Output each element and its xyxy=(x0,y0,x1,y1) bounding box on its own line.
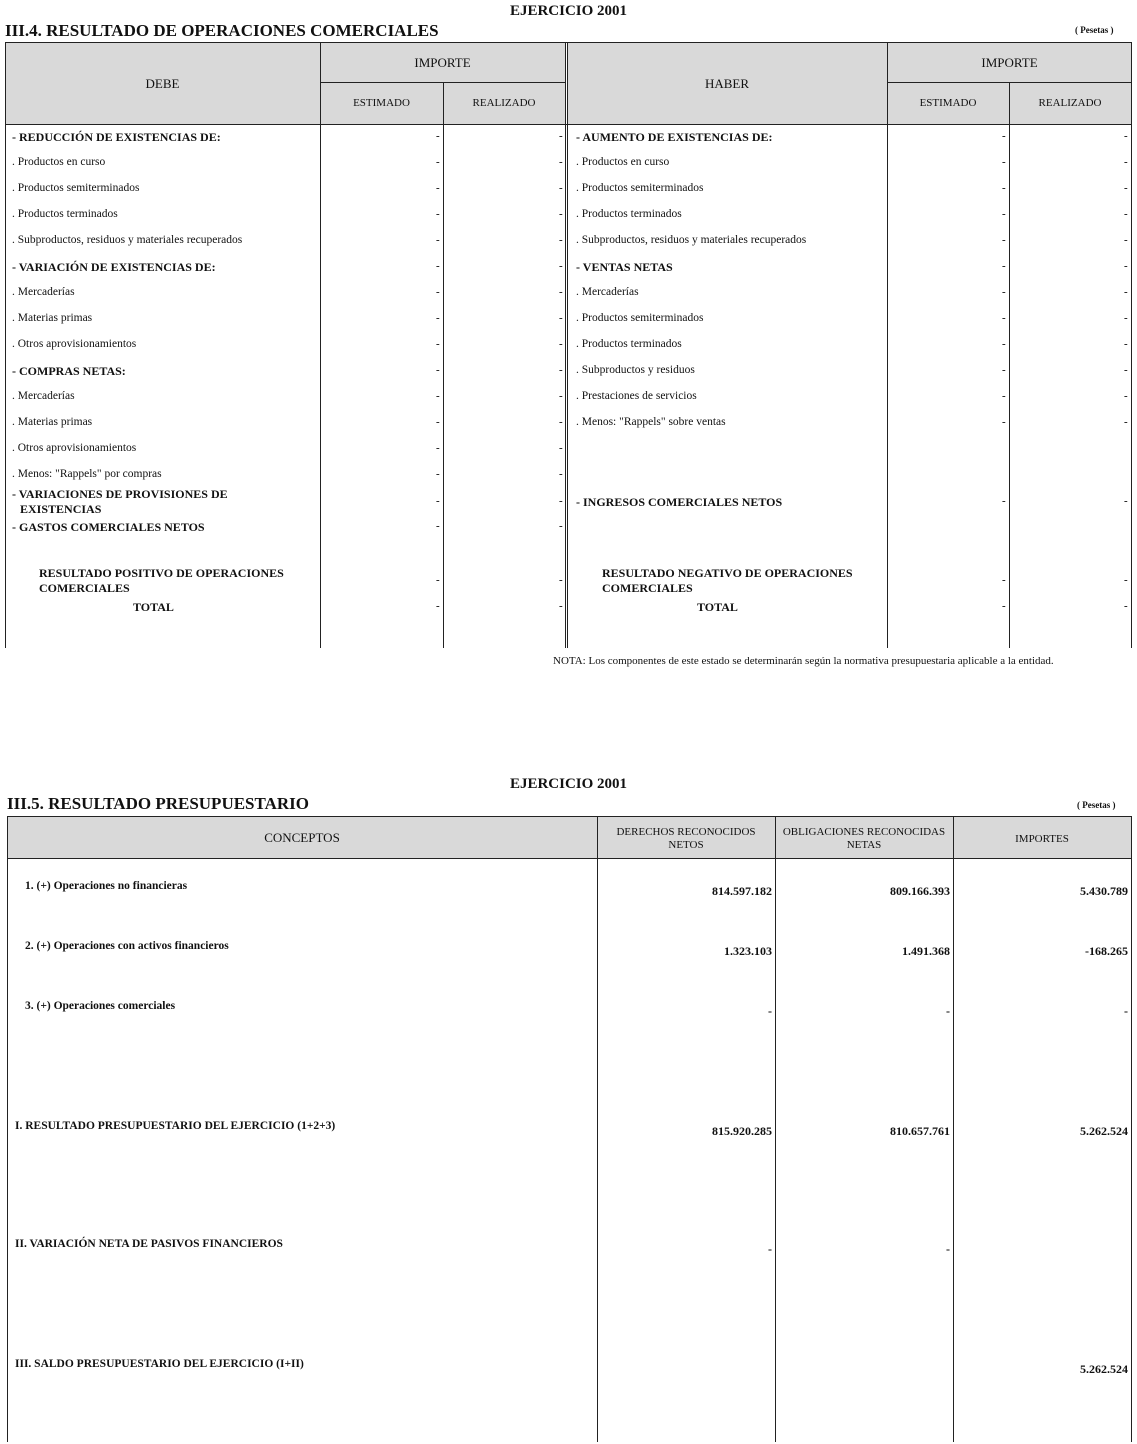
t2-header-obligaciones-2: NETAS xyxy=(846,839,882,851)
haber-row-realizado: - xyxy=(1124,390,1128,402)
t2-header-importes: IMPORTES xyxy=(1015,833,1069,845)
haber-row-label: . Productos semiterminados xyxy=(576,312,704,324)
debe-row-label: . Productos terminados xyxy=(12,208,118,220)
t1-header-importe-left: IMPORTE xyxy=(414,55,471,70)
haber-row-label: - VENTAS NETAS xyxy=(576,260,673,274)
haber-resultado-est: - xyxy=(1002,574,1006,586)
debe-row-label: . Otros aprovisionamientos xyxy=(12,442,137,454)
debe-variaciones-est: - xyxy=(436,495,440,507)
debe-row-realizado: - xyxy=(559,338,563,350)
t2-vline-3 xyxy=(953,816,954,1442)
debe-row-label: . Materias primas xyxy=(12,416,93,428)
haber-ingresos-real: - xyxy=(1124,495,1128,507)
haber-row-label: . Menos: "Rappels" sobre ventas xyxy=(576,416,726,428)
debe-resultado-real: - xyxy=(559,574,563,586)
haber-row-realizado: - xyxy=(1124,130,1128,142)
debe-row-estimado: - xyxy=(436,286,440,298)
t2-row-importe: 5.430.789 xyxy=(1080,884,1128,898)
t1-vline-0 xyxy=(5,42,6,648)
t1-vline-7 xyxy=(1131,42,1132,648)
haber-row-estimado: - xyxy=(1002,234,1006,246)
t2-row-label: 3. (+) Operaciones comerciales xyxy=(25,1000,176,1012)
debe-gastos-real: - xyxy=(559,520,563,532)
debe-row-estimado: - xyxy=(436,390,440,402)
debe-row-estimado: - xyxy=(436,260,440,272)
haber-row-realizado: - xyxy=(1124,338,1128,350)
t2-row-importe: 5.262.524 xyxy=(1080,1362,1128,1376)
debe-row-label: . Subproductos, residuos y materiales recuperados xyxy=(12,234,243,246)
t2-vline-2 xyxy=(775,816,776,1442)
haber-row-label: . Subproductos, residuos y materiales recuperados xyxy=(576,234,807,246)
haber-total-real: - xyxy=(1124,600,1128,612)
t1-header-haber: HABER xyxy=(704,76,750,91)
debe-row-label: . Mercaderías xyxy=(12,286,75,298)
t2-row-derechos: - xyxy=(768,1242,772,1256)
debe-row-label: . Productos semiterminados xyxy=(12,182,140,194)
debe-row-label: . Mercaderías xyxy=(12,390,75,402)
haber-row-label: - AUMENTO DE EXISTENCIAS DE: xyxy=(576,130,773,144)
t1-nota: NOTA: Los componentes de este estado se determinarán según la normativa presupuestaria aplicable a la entidad. xyxy=(553,655,1054,667)
t1-vline-2 xyxy=(443,82,444,648)
debe-row-realizado: - xyxy=(559,130,563,142)
haber-row-estimado: - xyxy=(1002,156,1006,168)
t2-row-obligaciones: - xyxy=(946,1242,950,1256)
t1-header-realizado-right: REALIZADO xyxy=(1038,97,1102,109)
t1-vline-6 xyxy=(1009,82,1010,648)
haber-row-estimado: - xyxy=(1002,260,1006,272)
t2-row-importe: - xyxy=(1124,1004,1128,1018)
t1-header-estimado-right: ESTIMADO xyxy=(919,97,977,109)
t2-row-label: I. RESULTADO PRESUPUESTARIO DEL EJERCICIO (1+2+3) xyxy=(15,1120,336,1132)
debe-row-realizado: - xyxy=(559,260,563,272)
haber-row-realizado: - xyxy=(1124,234,1128,246)
t1-vline-1 xyxy=(320,42,321,648)
t2-row-obligaciones: 1.491.368 xyxy=(902,944,950,958)
t1-header-debe: DEBE xyxy=(145,76,180,91)
t1-header-estimado-left: ESTIMADO xyxy=(353,97,410,109)
haber-row-label: . Prestaciones de servicios xyxy=(576,390,697,402)
debe-row-label: . Menos: "Rappels" por compras xyxy=(12,468,162,480)
t2-row-label: II. VARIACIÓN NETA DE PASIVOS FINANCIEROS xyxy=(15,1238,283,1250)
t2-header-obligaciones-1: OBLIGACIONES RECONOCIDAS xyxy=(782,826,946,838)
t2-row-label: 1. (+) Operaciones no financieras xyxy=(25,880,188,892)
t2-title: III.5. RESULTADO PRESUPUESTARIO xyxy=(7,794,309,813)
haber-row-realizado: - xyxy=(1124,260,1128,272)
haber-row-realizado: - xyxy=(1124,286,1128,298)
t2-row-obligaciones: 810.657.761 xyxy=(890,1124,950,1138)
debe-variaciones-label-1: - VARIACIONES DE PROVISIONES DE xyxy=(12,487,228,501)
t2-header-bottom xyxy=(7,858,1131,859)
t2-row-derechos: 1.323.103 xyxy=(724,944,772,958)
t2-top-border xyxy=(7,816,1131,817)
t1-vline-5 xyxy=(887,42,888,648)
debe-row-realizado: - xyxy=(559,390,563,402)
haber-row-realizado: - xyxy=(1124,364,1128,376)
haber-row-realizado: - xyxy=(1124,312,1128,324)
debe-row-realizado: - xyxy=(559,208,563,220)
debe-row-estimado: - xyxy=(436,182,440,194)
haber-row-label: . Mercaderías xyxy=(576,286,639,298)
debe-row-label: . Materias primas xyxy=(12,312,93,324)
t2-header-conceptos: CONCEPTOS xyxy=(264,830,340,845)
debe-row-estimado: - xyxy=(436,338,440,350)
haber-row-estimado: - xyxy=(1002,312,1006,324)
debe-total-est: - xyxy=(436,600,440,612)
debe-row-estimado: - xyxy=(436,208,440,220)
debe-row-label: - COMPRAS NETAS: xyxy=(12,364,126,378)
haber-row-realizado: - xyxy=(1124,182,1128,194)
debe-variaciones-label-2: EXISTENCIAS xyxy=(20,502,102,516)
t2-row-obligaciones: 809.166.393 xyxy=(890,884,950,898)
debe-row-estimado: - xyxy=(436,364,440,376)
haber-resultado-label-2: COMERCIALES xyxy=(602,581,693,595)
debe-resultado-label-2: COMERCIALES xyxy=(39,581,130,595)
t2-row-importe: 5.262.524 xyxy=(1080,1124,1128,1138)
debe-row-label: - REDUCCIÓN DE EXISTENCIAS DE: xyxy=(12,130,221,144)
haber-total-est: - xyxy=(1002,600,1006,612)
haber-row-label: . Productos terminados xyxy=(576,338,682,350)
debe-gastos-est: - xyxy=(436,520,440,532)
t1-title: III.4. RESULTADO DE OPERACIONES COMERCIALES xyxy=(5,21,439,40)
debe-row-estimado: - xyxy=(436,468,440,480)
debe-resultado-label-1: RESULTADO POSITIVO DE OPERACIONES xyxy=(39,566,284,580)
debe-row-realizado: - xyxy=(559,442,563,454)
haber-row-label: . Productos semiterminados xyxy=(576,182,704,194)
haber-ingresos-est: - xyxy=(1002,495,1006,507)
haber-row-realizado: - xyxy=(1124,156,1128,168)
t2-row-importe: -168.265 xyxy=(1085,944,1128,958)
debe-resultado-est: - xyxy=(436,574,440,586)
t2-vline-4 xyxy=(1131,816,1132,1442)
debe-row-realizado: - xyxy=(559,234,563,246)
t2-row-label: III. SALDO PRESUPUESTARIO DEL EJERCICIO (I+II) xyxy=(15,1358,304,1370)
debe-row-realizado: - xyxy=(559,286,563,298)
t2-vline-1 xyxy=(597,816,598,1442)
debe-row-realizado: - xyxy=(559,312,563,324)
t2-header-derechos-2: NETOS xyxy=(668,839,704,851)
haber-row-estimado: - xyxy=(1002,208,1006,220)
haber-row-estimado: - xyxy=(1002,130,1006,142)
debe-row-estimado: - xyxy=(436,312,440,324)
haber-row-estimado: - xyxy=(1002,338,1006,350)
debe-row-estimado: - xyxy=(436,416,440,428)
t2-ejercicio: EJERCICIO 2001 xyxy=(509,776,628,792)
debe-row-estimado: - xyxy=(436,130,440,142)
debe-row-realizado: - xyxy=(559,156,563,168)
debe-total-real: - xyxy=(559,600,563,612)
haber-row-label: . Subproductos y residuos xyxy=(576,364,695,376)
debe-row-estimado: - xyxy=(436,442,440,454)
t1-header-bottom xyxy=(5,124,1132,125)
debe-gastos-label: - GASTOS COMERCIALES NETOS xyxy=(12,520,205,534)
haber-row-estimado: - xyxy=(1002,390,1006,402)
debe-row-label: . Otros aprovisionamientos xyxy=(12,338,137,350)
t1-header-realizado-left: REALIZADO xyxy=(472,97,536,109)
debe-variaciones-real: - xyxy=(559,495,563,507)
debe-row-realizado: - xyxy=(559,182,563,194)
t1-top-border xyxy=(5,42,1132,43)
debe-row-realizado: - xyxy=(559,364,563,376)
debe-row-estimado: - xyxy=(436,234,440,246)
haber-row-estimado: - xyxy=(1002,182,1006,194)
t2-unit: ( Pesetas ) xyxy=(1077,800,1116,810)
t1-unit: ( Pesetas ) xyxy=(1075,25,1114,35)
haber-row-label: . Productos terminados xyxy=(576,208,682,220)
haber-resultado-label-1: RESULTADO NEGATIVO DE OPERACIONES xyxy=(602,566,853,580)
haber-row-estimado: - xyxy=(1002,286,1006,298)
haber-row-estimado: - xyxy=(1002,416,1006,428)
debe-total-label: TOTAL xyxy=(133,600,174,614)
haber-row-realizado: - xyxy=(1124,416,1128,428)
haber-row-label: . Productos en curso xyxy=(576,156,670,168)
haber-row-realizado: - xyxy=(1124,208,1128,220)
t2-header-derechos-1: DERECHOS RECONOCIDOS xyxy=(616,826,756,838)
haber-ingresos-label: - INGRESOS COMERCIALES NETOS xyxy=(576,495,783,509)
t2-row-obligaciones: - xyxy=(946,1004,950,1018)
debe-row-realizado: - xyxy=(559,416,563,428)
t2-row-derechos: 815.920.285 xyxy=(712,1124,772,1138)
haber-resultado-real: - xyxy=(1124,574,1128,586)
t1-vline-4 xyxy=(567,42,568,648)
t1-header-importe-right: IMPORTE xyxy=(981,55,1038,70)
t1-ejercicio: EJERCICIO 2001 xyxy=(509,3,628,19)
t2-vline-0 xyxy=(7,816,8,1442)
debe-row-label: . Productos en curso xyxy=(12,156,106,168)
debe-row-label: - VARIACIÓN DE EXISTENCIAS DE: xyxy=(12,260,216,274)
debe-row-realizado: - xyxy=(559,468,563,480)
t2-row-derechos: - xyxy=(768,1004,772,1018)
t2-row-derechos: 814.597.182 xyxy=(712,884,772,898)
debe-row-estimado: - xyxy=(436,156,440,168)
t1-vline-3 xyxy=(565,42,566,648)
haber-row-estimado: - xyxy=(1002,364,1006,376)
t2-row-label: 2. (+) Operaciones con activos financieros xyxy=(25,940,229,952)
haber-total-label: TOTAL xyxy=(697,600,738,614)
